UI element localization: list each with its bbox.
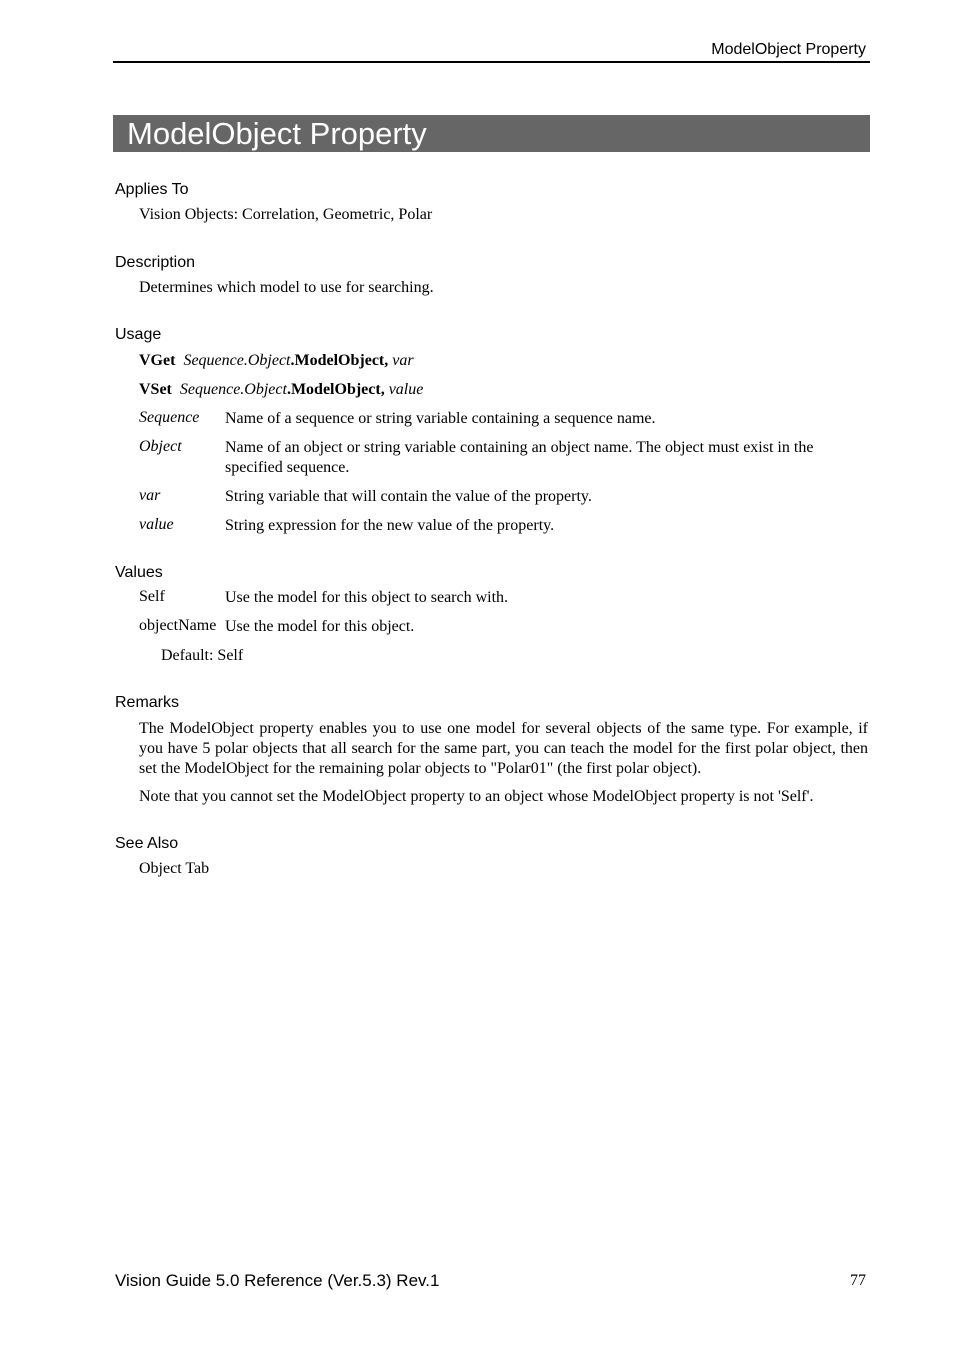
remarks-paragraph-2: Note that you cannot set the ModelObject property to an object whose ModelObject property is not 'Self'.: [139, 788, 814, 805]
values-heading: Values: [115, 564, 163, 581]
param-desc-sequence: Name of a sequence or string variable containing a sequence name.: [225, 410, 656, 427]
vset-arg: value: [388, 381, 424, 398]
usage-vget-syntax: [139, 351, 414, 371]
values-default: Default: Self: [161, 647, 244, 664]
remarks-paragraph-1: The ModelObject property enables you to use one model for several objects of the same type. For example, if you have 5 polar objects that all search for the same part, you can teach the model for the first polar object, then set the ModelObject for the remaining polar objects to "Polar01" (the first polar object).: [139, 720, 868, 777]
page-number: 77: [850, 1272, 866, 1289]
param-term-object: Object: [139, 438, 182, 455]
page-title: ModelObject Property: [113, 115, 870, 152]
param-desc-var: String variable that will contain the value of the property.: [225, 488, 592, 505]
usage-vset-syntax: [139, 380, 423, 400]
param-desc-value: String expression for the new value of the property.: [225, 517, 555, 534]
vget-arg: var: [392, 352, 414, 369]
vget-path: Sequence.Object: [183, 352, 291, 369]
param-desc-object: Name of an object or string variable containing an object name. The object must exist in the specified sequence.: [225, 439, 814, 476]
value-desc-objectname: Use the model for this object.: [225, 618, 415, 635]
running-header: ModelObject Property: [711, 41, 866, 58]
vget-property: .ModelObject,: [290, 352, 389, 369]
applies-to-text: Vision Objects: Correlation, Geometric, Polar: [139, 206, 433, 223]
vset-command: VSet: [139, 381, 172, 398]
vset-path: Sequence.Object: [179, 381, 287, 398]
vset-property: .ModelObject,: [286, 381, 385, 398]
header-rule: [113, 61, 870, 63]
param-term-sequence: Sequence: [139, 409, 200, 426]
description-heading: Description: [115, 254, 196, 271]
footer-doc-title: Vision Guide 5.0 Reference (Ver.5.3) Rev.1: [115, 1271, 440, 1290]
see-also-heading: See Also: [115, 835, 179, 852]
remarks-heading: Remarks: [115, 694, 180, 711]
value-term-self: Self: [139, 588, 165, 605]
vget-command: VGet: [139, 352, 176, 369]
value-term-objectname: objectName: [139, 617, 217, 634]
see-also-link[interactable]: Object Tab: [139, 860, 210, 877]
usage-heading: Usage: [115, 326, 162, 343]
param-term-value: value: [139, 516, 174, 533]
value-desc-self: Use the model for this object to search with.: [225, 589, 509, 606]
param-term-var: var: [139, 487, 161, 504]
applies-to-heading: Applies To: [115, 181, 189, 198]
description-text: Determines which model to use for searching.: [139, 279, 434, 296]
